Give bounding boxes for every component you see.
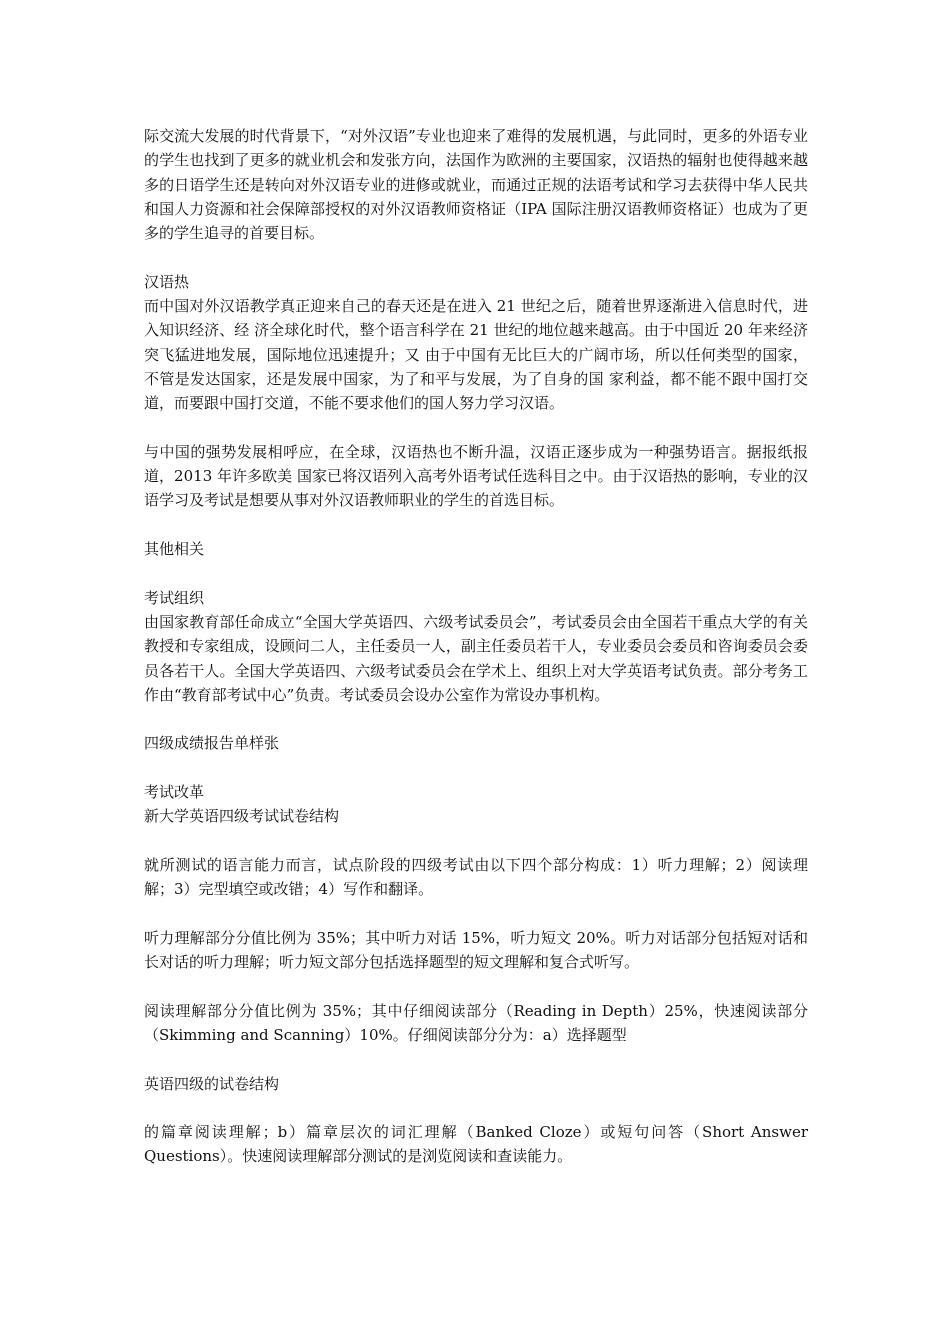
paragraph-gap xyxy=(144,1096,808,1120)
heading-score-report: 四级成绩报告单样张 xyxy=(144,734,280,753)
paragraph-gap xyxy=(144,245,808,269)
paragraph-gap xyxy=(144,829,808,853)
paragraph-gap xyxy=(144,756,808,780)
paragraph-gap xyxy=(144,561,808,585)
heading-other: 其他相关 xyxy=(144,540,205,559)
final-paragraph: 的篇章阅读理解；b）篇章层次的词汇理解（Banked Cloze）或短句问答（Short Answer Questions）。快速阅读理解部分测试的是浏览阅读和查读能力。 xyxy=(144,1123,808,1166)
paragraph-gap xyxy=(144,974,808,998)
heading-hanyure: 汉语热 xyxy=(144,272,190,291)
intro-paragraph: 际交流大发展的时代背景下，“对外汉语”专业也迎来了难得的发展机遇，与此同时，更多的外语专业的学生也找到了更多的就业机会和发张方向，法国作为欧洲的主要国家，汉语热的辐射也使得越来越多的日语学生还是转向对外汉语专业的进修或就业，而通过正规的法语考试和学习去获得中华人民共和国人力资源和社会保障部授权的对外汉语教师资格证（IPA 国际注册汉语教师资格证）也成为了更多的学生追寻的首要目标。 xyxy=(144,127,808,243)
document-body xyxy=(144,124,808,1169)
hanyure-paragraph-2: 与中国的强势发展相呼应，在全球，汉语热也不断升温，汉语正逐步成为一种强势语言。据报纸报道，2013 年许多欧美 国家已将汉语列入高考外语考试任选科目之中。由于汉语热的影响，专业的汉语学习及考试是想要从事对外汉语教师职业的学生的首选目标。 xyxy=(144,442,808,510)
heading-new-structure: 新大学英语四级考试试卷结构 xyxy=(144,807,340,826)
paragraph-gap xyxy=(144,513,808,537)
paragraph-gap xyxy=(144,707,808,731)
hanyure-paragraph-1: 而中国对外汉语教学真正迎来自己的春天还是在进入 21 世纪之后，随着世界逐渐进入信息时代，进入知识经济、经 济全球化时代，整个语言科学在 21 世纪的地位越来越高。由于中国近 20 年来经济突飞猛进地发展，国际地位迅速提升；又 由于中国有无比巨大的广阔市场，所以任何类型的国家，不管是发达国家，还是发展中国家，为了和平与发展，为了自身的国 家利益，都不能不跟中国打交道，而要跟中国打交道，不能不要求他们的国人努力学习汉语。 xyxy=(144,297,808,413)
listening-paragraph: 听力理解部分分值比例为 35%；其中听力对话 15%，听力短文 20%。听力对话部分包括短对话和长对话的听力理解；听力短文部分包括选择题型的短文理解和复合式听写。 xyxy=(144,928,808,972)
exam-org-paragraph: 由国家教育部任命成立“全国大学英语四、六级考试委员会”，考试委员会由全国若干重点大学的有关教授和专家组成，设顾问二人，主任委员一人，副主任委员若干人，专业委员会委员和咨询委员会委员各若干人。全国大学英语四、六级考试委员会在学术上、组织上对大学英语考试负责。部分考务工作由“教育部考试中心”负责。考试委员会设办公室作为常设办事机构。 xyxy=(144,612,808,704)
structure-paragraph: 就所测试的语言能力而言，试点阶段的四级考试由以下四个部分构成：1）听力理解；2）阅读理解；3）完型填空或改错；4）写作和翻译。 xyxy=(144,855,808,899)
paragraph-gap xyxy=(144,902,808,926)
paragraph-gap xyxy=(144,416,808,440)
heading-reform: 考试改革 xyxy=(144,783,205,802)
heading-exam-org: 考试组织 xyxy=(144,588,205,607)
reading-paragraph: 阅读理解部分分值比例为 35%；其中仔细阅读部分（Reading in Depth）25%，快速阅读部分（Skimming and Scanning）10%。仔细阅读部分分为：a）选择题型 xyxy=(144,1001,808,1044)
heading-cet4-structure: 英语四级的试卷结构 xyxy=(144,1074,280,1093)
paragraph-gap xyxy=(144,1047,808,1071)
